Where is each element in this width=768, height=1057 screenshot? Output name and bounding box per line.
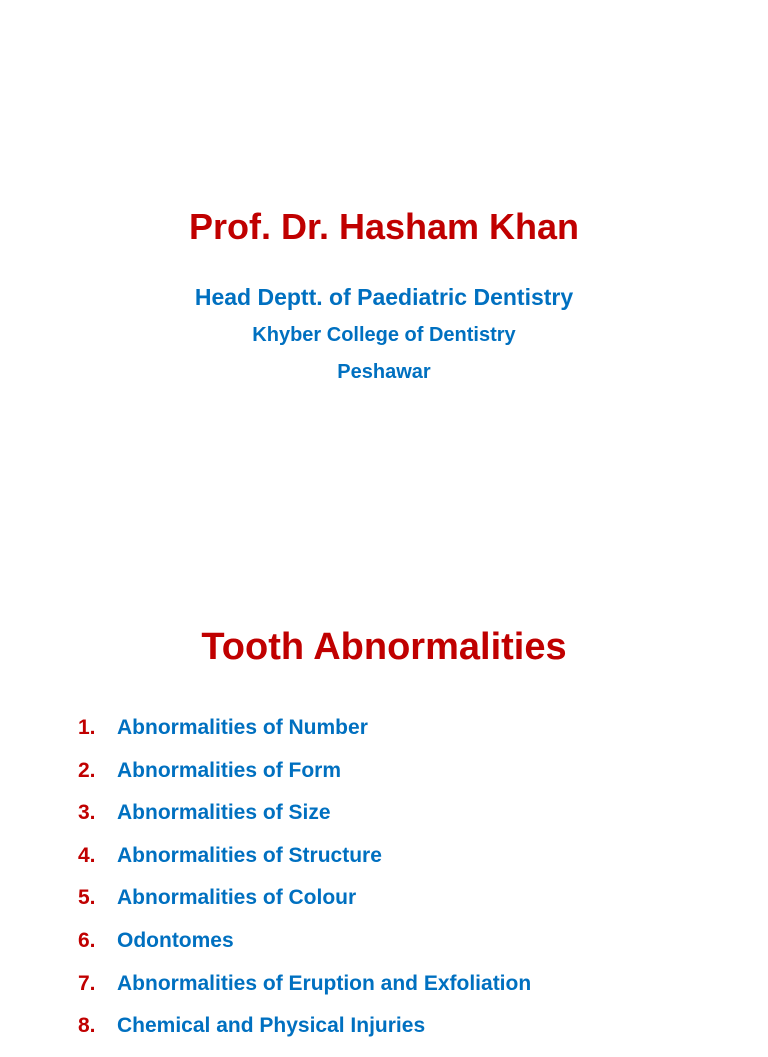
city-line: Peshawar <box>337 361 431 383</box>
list-item <box>78 844 531 887</box>
list-item-text: Abnormalities of Structure <box>117 843 382 867</box>
list-item <box>78 886 531 929</box>
list-item <box>78 972 531 1015</box>
college-line: Khyber College of Dentistry <box>252 324 516 346</box>
list-item <box>78 716 531 759</box>
list-item-number: 4. <box>78 843 96 867</box>
list-item-number: 8. <box>78 1014 96 1038</box>
list-item-number: 7. <box>78 971 96 995</box>
list-item-number: 2. <box>78 758 96 782</box>
list-item-text: Chemical and Physical Injuries <box>117 1014 426 1038</box>
list-item-text: Abnormalities of Colour <box>117 886 357 910</box>
list-item-number: 6. <box>78 928 96 952</box>
department-line: Head Deptt. of Paediatric Dentistry <box>194 284 574 310</box>
list-item <box>78 1014 531 1057</box>
list-item-text: Abnormalities of Size <box>117 801 331 825</box>
list-item-number: 5. <box>78 886 96 910</box>
abnormalities-list <box>78 716 531 1057</box>
author-name: Prof. Dr. Hasham Khan <box>188 206 580 247</box>
list-item-number: 1. <box>78 716 96 739</box>
list-item-text: Abnormalities of Eruption and Exfoliation <box>117 971 532 995</box>
list-item-text: Odontomes <box>117 928 234 952</box>
list-item <box>78 801 531 844</box>
section-title: Tooth Abnormalities <box>201 626 567 668</box>
list-item-number: 3. <box>78 801 96 825</box>
list-item <box>78 929 531 972</box>
list-item-text: Abnormalities of Number <box>117 716 368 739</box>
list-item-text: Abnormalities of Form <box>117 758 342 782</box>
list-item <box>78 759 531 802</box>
